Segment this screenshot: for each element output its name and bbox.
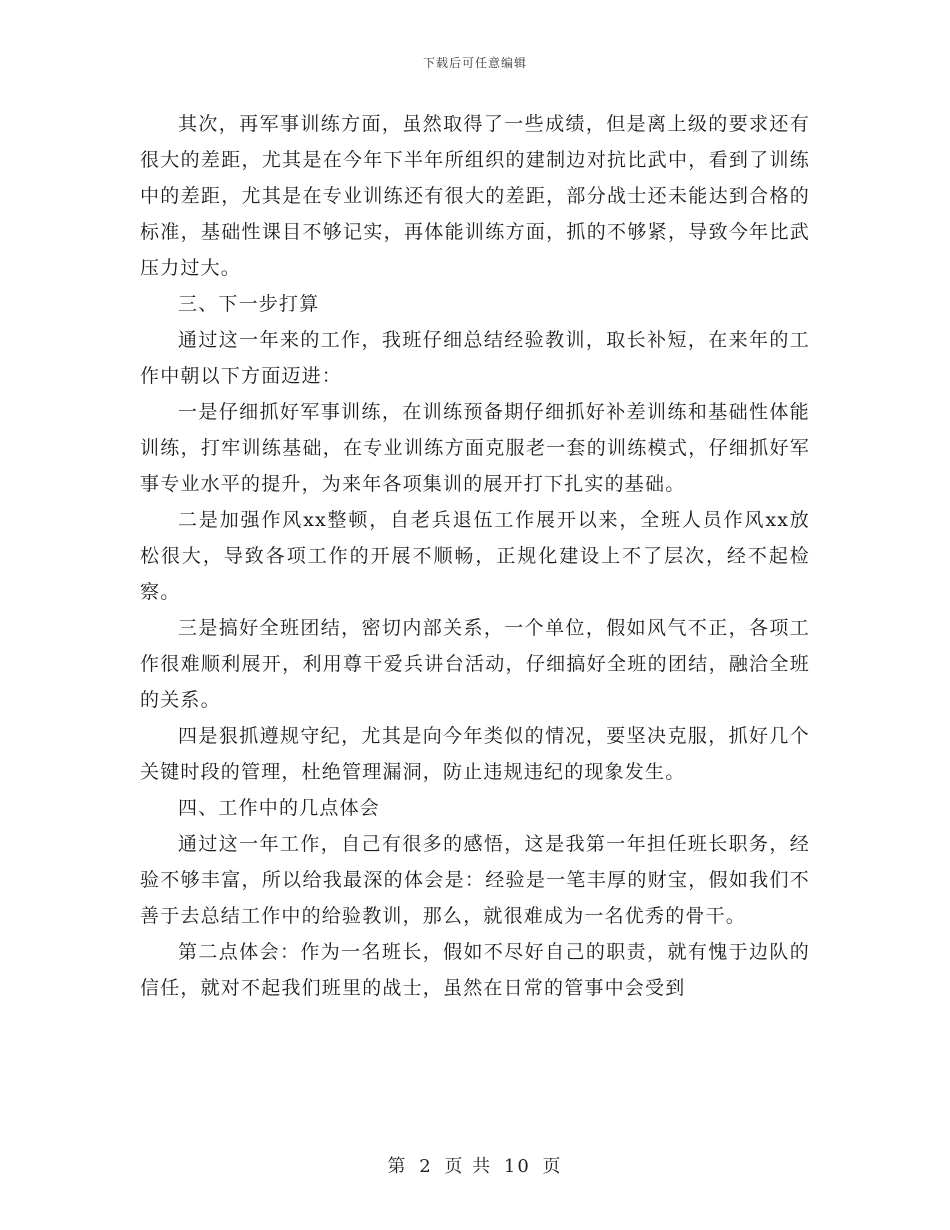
paragraph-plan-item-4: 四是狠抓遵规守纪，尤其是向今年类似的情况，要坚决克服，抓好几个关键时段的管理，杜绝管理漏洞，防止违规违纪的现象发生。 [140,725,810,783]
paragraph-military-training: 其次，再军事训练方面，虽然取得了一些成绩，但是离上级的要求还有很大的差距，尤其是在今年下半年所组织的建制边对抗比武中，看到了训练中的差距，尤其是在专业训练还有很大的差距，部分战士还未能达到合格的标准，基础性课目不够记实，再体能训练方面，抓的不够紧，导致今年比武压力过大。 [140,113,810,279]
paragraph-reflection-2: 第二点体会：作为一名班长，假如不尽好自己的职责，就有愧于边队的信任，就对不起我们班里的战士，虽然在日常的管事中会受到 [140,941,810,999]
paragraph-plan-item-3: 三是搞好全班团结，密切内部关系，一个单位，假如风气不正，各项工作很难顺利展开，利用尊干爱兵讲台活动，仔细搞好全班的团结，融洽全班的关系。 [140,617,810,711]
section-heading-reflections: 四、工作中的几点体会 [178,797,381,819]
footer-middle: 页 共 [444,1156,493,1177]
paragraph-reflection-1: 通过这一年工作，自己有很多的感悟，这是我第一年担任班长职务，经验不够丰富，所以给我最深的体会是：经验是一笔丰厚的财宝，假如我们不善于去总结工作中的给验教训，那么，就很难成为一名优秀的骨干。 [140,833,810,927]
footer-suffix: 页 [542,1156,563,1177]
footer-total-pages: 10 [503,1156,531,1177]
section-heading-next-plan: 三、下一步打算 [178,293,320,315]
paragraph-plan-intro: 通过这一年来的工作，我班仔细总结经验教训，取长补短，在来年的工作中朝以下方面迈进： [140,329,810,387]
header-note: 下载后可任意编辑 [422,56,527,70]
paragraph-plan-item-1: 一是仔细抓好军事训练，在训练预备期仔细抓好补差训练和基础性体能训练，打牢训练基础，在专业训练方面克服老一套的训练模式，仔细抓好军事专业水平的提升，为来年各项集训的展开打下扎实的基础。 [140,401,810,495]
footer-current-page: 2 [419,1156,433,1177]
paragraph-plan-item-2: 二是加强作风xx整顿，自老兵退伍工作展开以来，全班人员作风xx放松很大，导致各项工作的开展不顺畅，正规化建设上不了层次，经不起检察。 [140,509,810,603]
document-body [140,106,810,1006]
page-number-footer [0,1152,950,1178]
footer-prefix: 第 [387,1156,408,1177]
